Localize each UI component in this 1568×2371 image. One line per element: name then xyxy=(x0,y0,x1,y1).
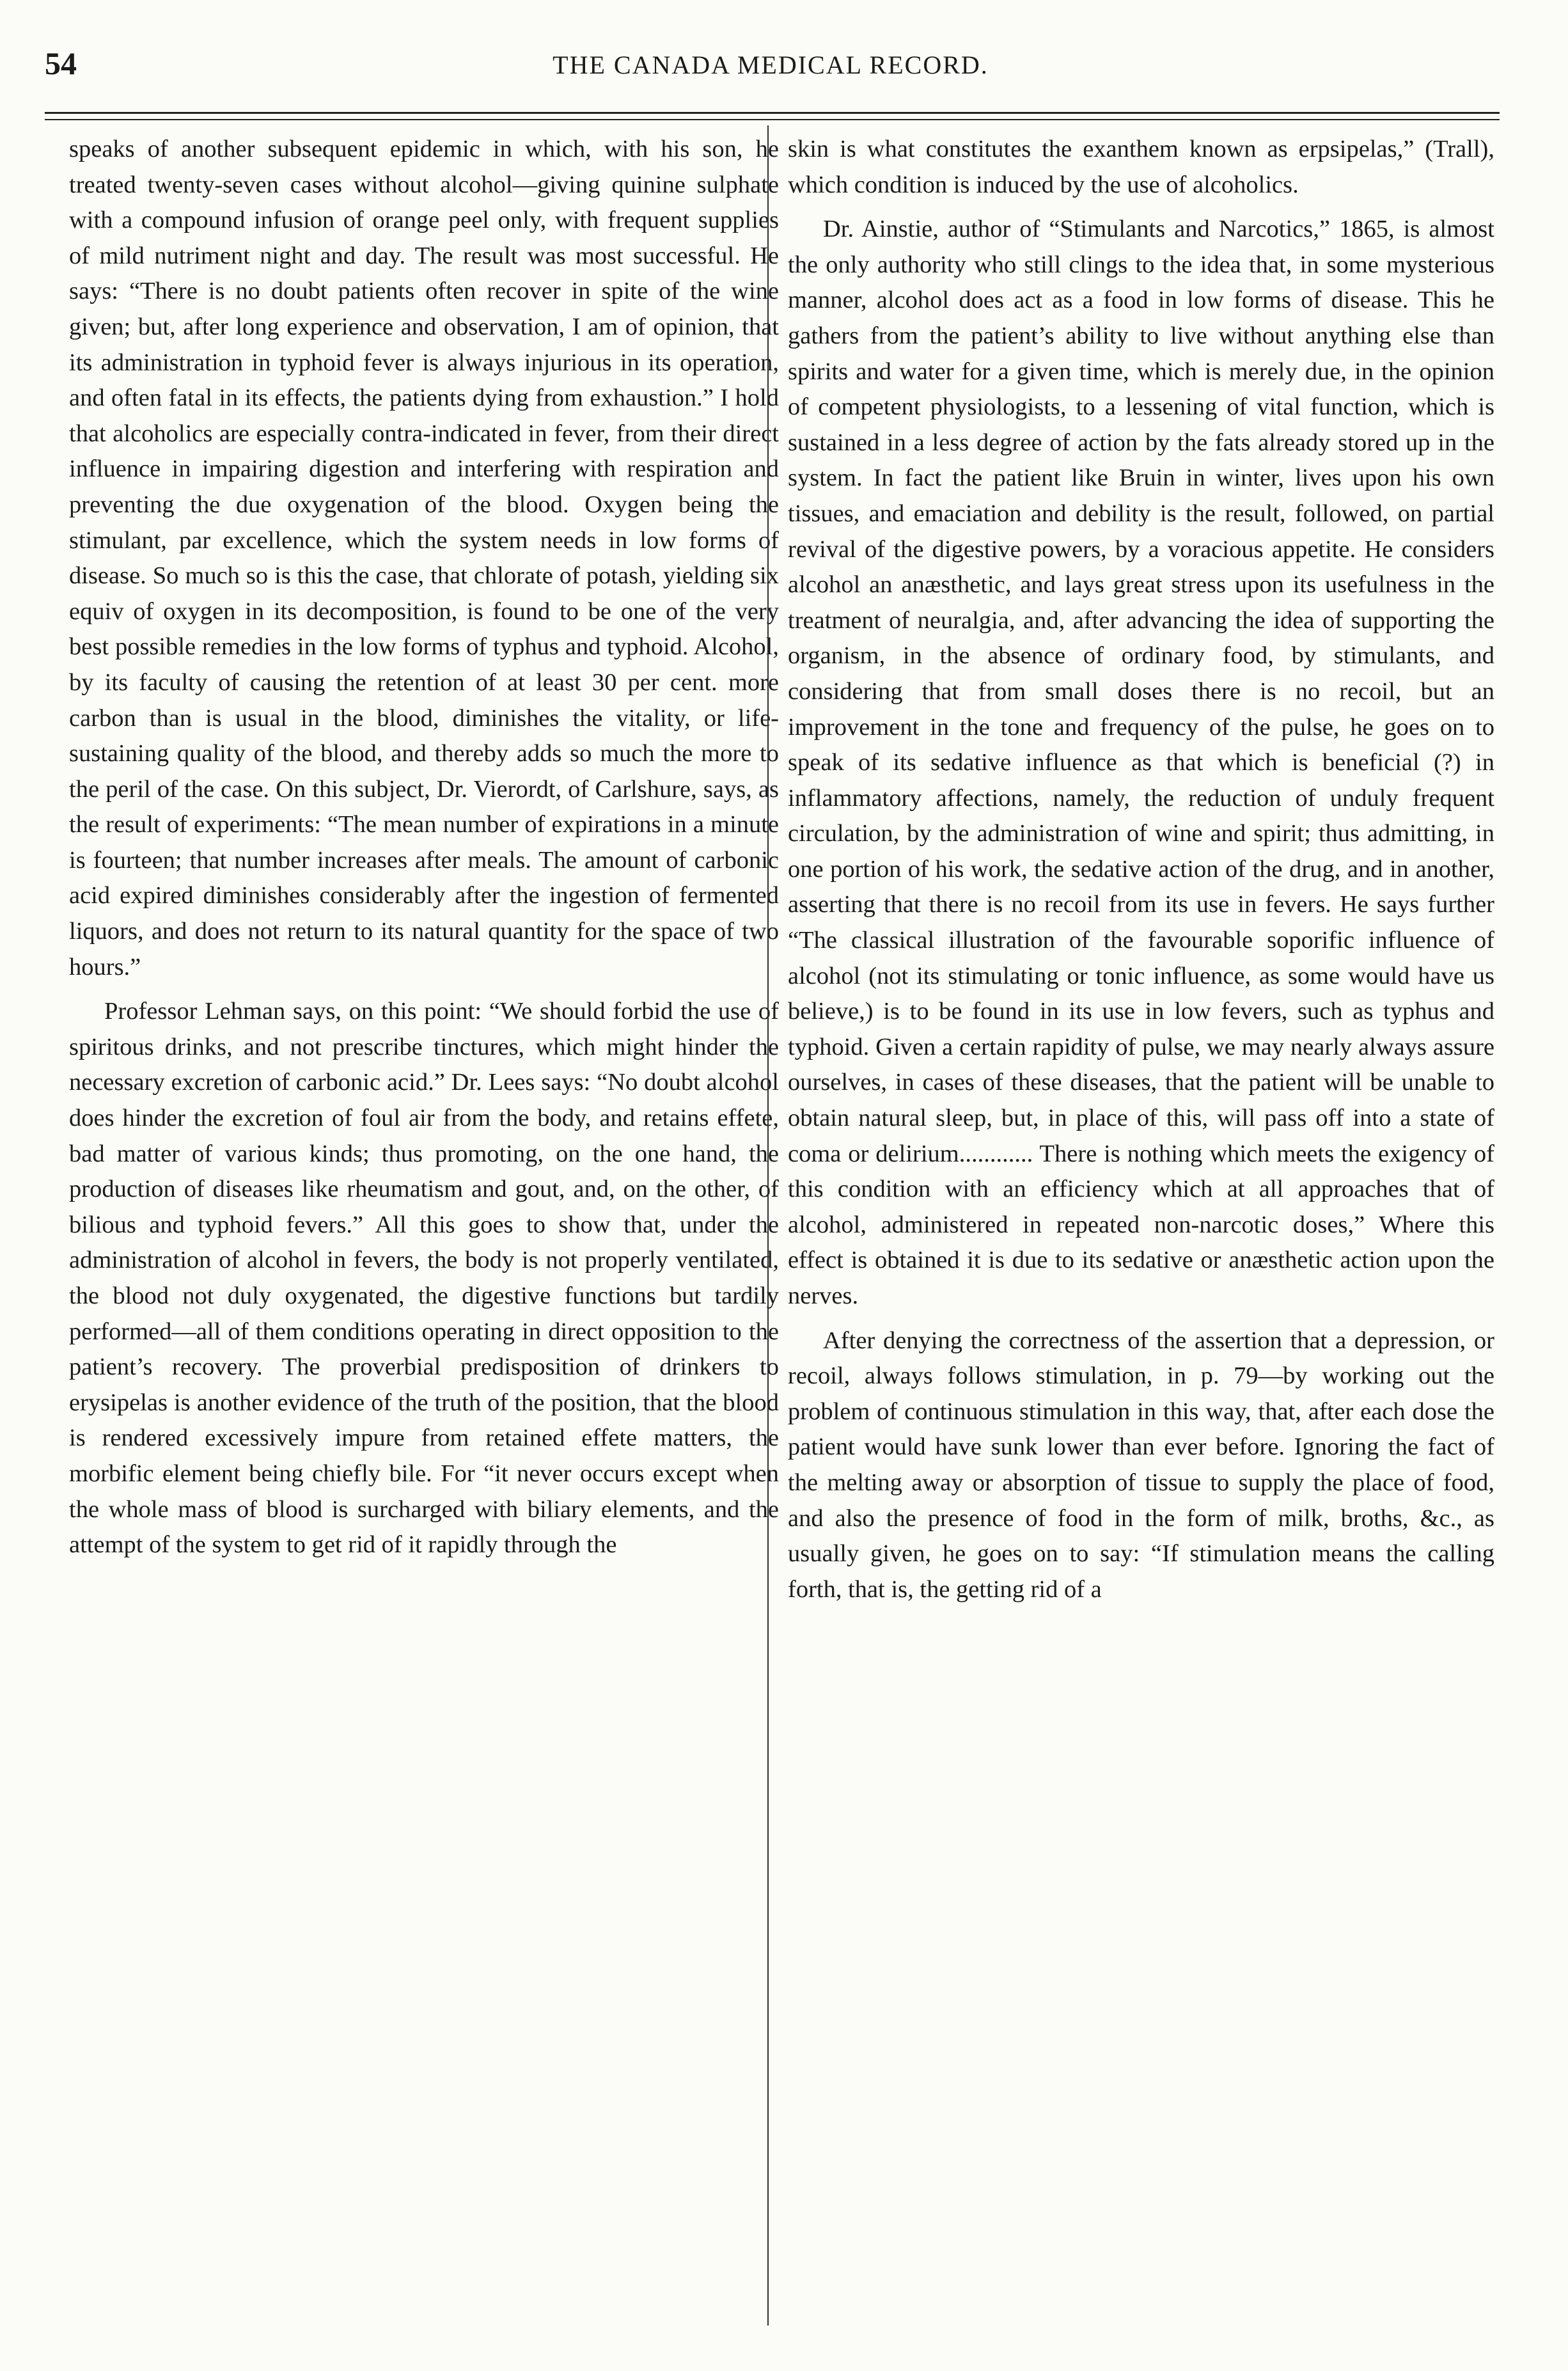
left-paragraph-2: Professor Lehman says, on this point: “We should forbid the use of spiritous drinks, and not prescribe tinctures, which might hinder the necessary excretion of carbonic acid.” Dr. Lees says: “No doubt alcohol does hinder the excretion of foul air from the body, and retains effete, bad matter of various kinds; thus promoting, on the one hand, the production of diseases like rheumatism and gout, and, on the other, of bilious and typhoid fevers.” All this goes to show that, under the administration of alcohol in fevers, the body is not properly ventilated, the blood not duly oxygenated, the digestive functions but tardily performed—all of them conditions operating in direct opposition to the patient’s recovery. The proverbial predisposition of drinkers to erysipelas is another evidence of the truth of the position, that the blood is rendered excessively impure from retained effete matters, the morbific element being chiefly bile. For “it never occurs except when the whole mass of blood is surcharged with biliary elements, and the attempt of the system to get rid of it rapidly through the xyxy=(69,998,779,1559)
right-paragraph-1: skin is what constitutes the exanthem known as erpsipelas,” (Trall), which condition is induced by the use of alcoholics. xyxy=(788,136,1494,198)
page-header xyxy=(45,45,1496,90)
right-column xyxy=(788,132,1494,1607)
header-rule-bottom xyxy=(45,119,1500,120)
running-title: THE CANADA MEDICAL RECORD. xyxy=(553,51,989,79)
right-paragraph-2: Dr. Ainstie, author of “Stimulants and Narcotics,” 1865, is almost the only authority who still clings to the idea that, in some mysterious manner, alcohol does act as a food in low forms of disease. This he gathers from the patient’s ability to live without anything else than spirits and water for a given time, which is merely due, in the opinion of competent physiologists, to a lessening of vital function, which is sustained in a less degree of action by the fats already stored up in the system. In fact the patient like Bruin in winter, lives upon his own tissues, and emaciation and debility is the result, followed, on partial revival of the digestive powers, by a voracious appetite. He considers alcohol an anæsthetic, and lays great stress upon its usefulness in the treatment of neuralgia, and, after advancing the idea of supporting the organism, in the absence of ordinary food, by stimulants, and considering that from small doses there is no recoil, but an improvement in the tone and frequency of the pulse, he goes on to speak of its sedative influence as that which is beneficial (?) in inflammatory affections, namely, the reduction of unduly frequent circulation, by the administration of wine and spirit; thus admitting, in one portion of his work, the sedative action of the drug, and in another, asserting that there is no recoil from its use in fevers. He says further “The classical illustration of the favourable soporific influence of alcohol (not its stimulating or tonic influence, as some would have us believe,) is to be found in its use in low fevers, such as typhus and typhoid. Given a certain rapidity of pulse, we may nearly always assure ourselves, in cases of these diseases, that the patient will be unable to obtain natural sleep, but, in place of this, will pass off into a state of coma or delirium............ There is nothing which meets the exigency of this condition with an efficiency which at all approaches that of alcohol, administered in repeated non-narcotic doses,” Where this effect is obtained it is due to its sedative or anæsthetic action upon the nerves. xyxy=(788,216,1494,1309)
column-divider xyxy=(767,125,769,2326)
page-number: 54 xyxy=(45,45,77,81)
right-paragraph-3: After denying the correctness of the assertion that a depression, or recoil, always follows stimulation, in p. 79—by working out the problem of continuous stimulation in this way, that, after each dose the patient would have sunk lower than ever before. Ignoring the fact of the melting away or absorption of tissue to supply the place of food, and also the presence of food in the form of milk, broths, &c., as usually given, he goes on to say: “If stimulation means the calling forth, that is, the getting rid of a xyxy=(788,1327,1494,1603)
header-rule-top xyxy=(45,112,1500,114)
left-paragraph-1: speaks of another subsequent epidemic in which, with his son, he treated twenty-seven cases without alcohol—giving quinine sulphate with a compound infusion of orange peel only, with frequent supplies of mild nutriment night and day. The result was most successful. He says: “There is no doubt patients often recover in spite of the wine given; but, after long experience and observation, I am of opinion, that its administration in typhoid fever is always injurious in its operation, and often fatal in its effects, the patients dying from exhaustion.” I hold that alcoholics are especially contra-indicated in fever, from their direct influence in impairing digestion and interfering with respiration and preventing the due oxygenation of the blood. Oxygen being the stimulant, par excellence, which the system needs in low forms of disease. So much so is this the case, that chlorate of potash, yielding six equiv of oxygen in its decomposition, is found to be one of the very best possible remedies in the low forms of typhus and typhoid. Alcohol, by its faculty of causing the retention of at least 30 per cent. more carbon than is usual in the blood, diminishes the vitality, or life-sustaining quality of the blood, and thereby adds so much the more to the peril of the case. On this subject, Dr. Vierordt, of Carlshure, says, as the result of experiments: “The mean number of expirations in a minute is fourteen; that number increases after meals. The amount of carbonic acid expired diminishes considerably after the ingestion of fermented liquors, and does not return to its natural quantity for the space of two hours.” xyxy=(69,136,779,981)
left-column xyxy=(69,132,779,1563)
